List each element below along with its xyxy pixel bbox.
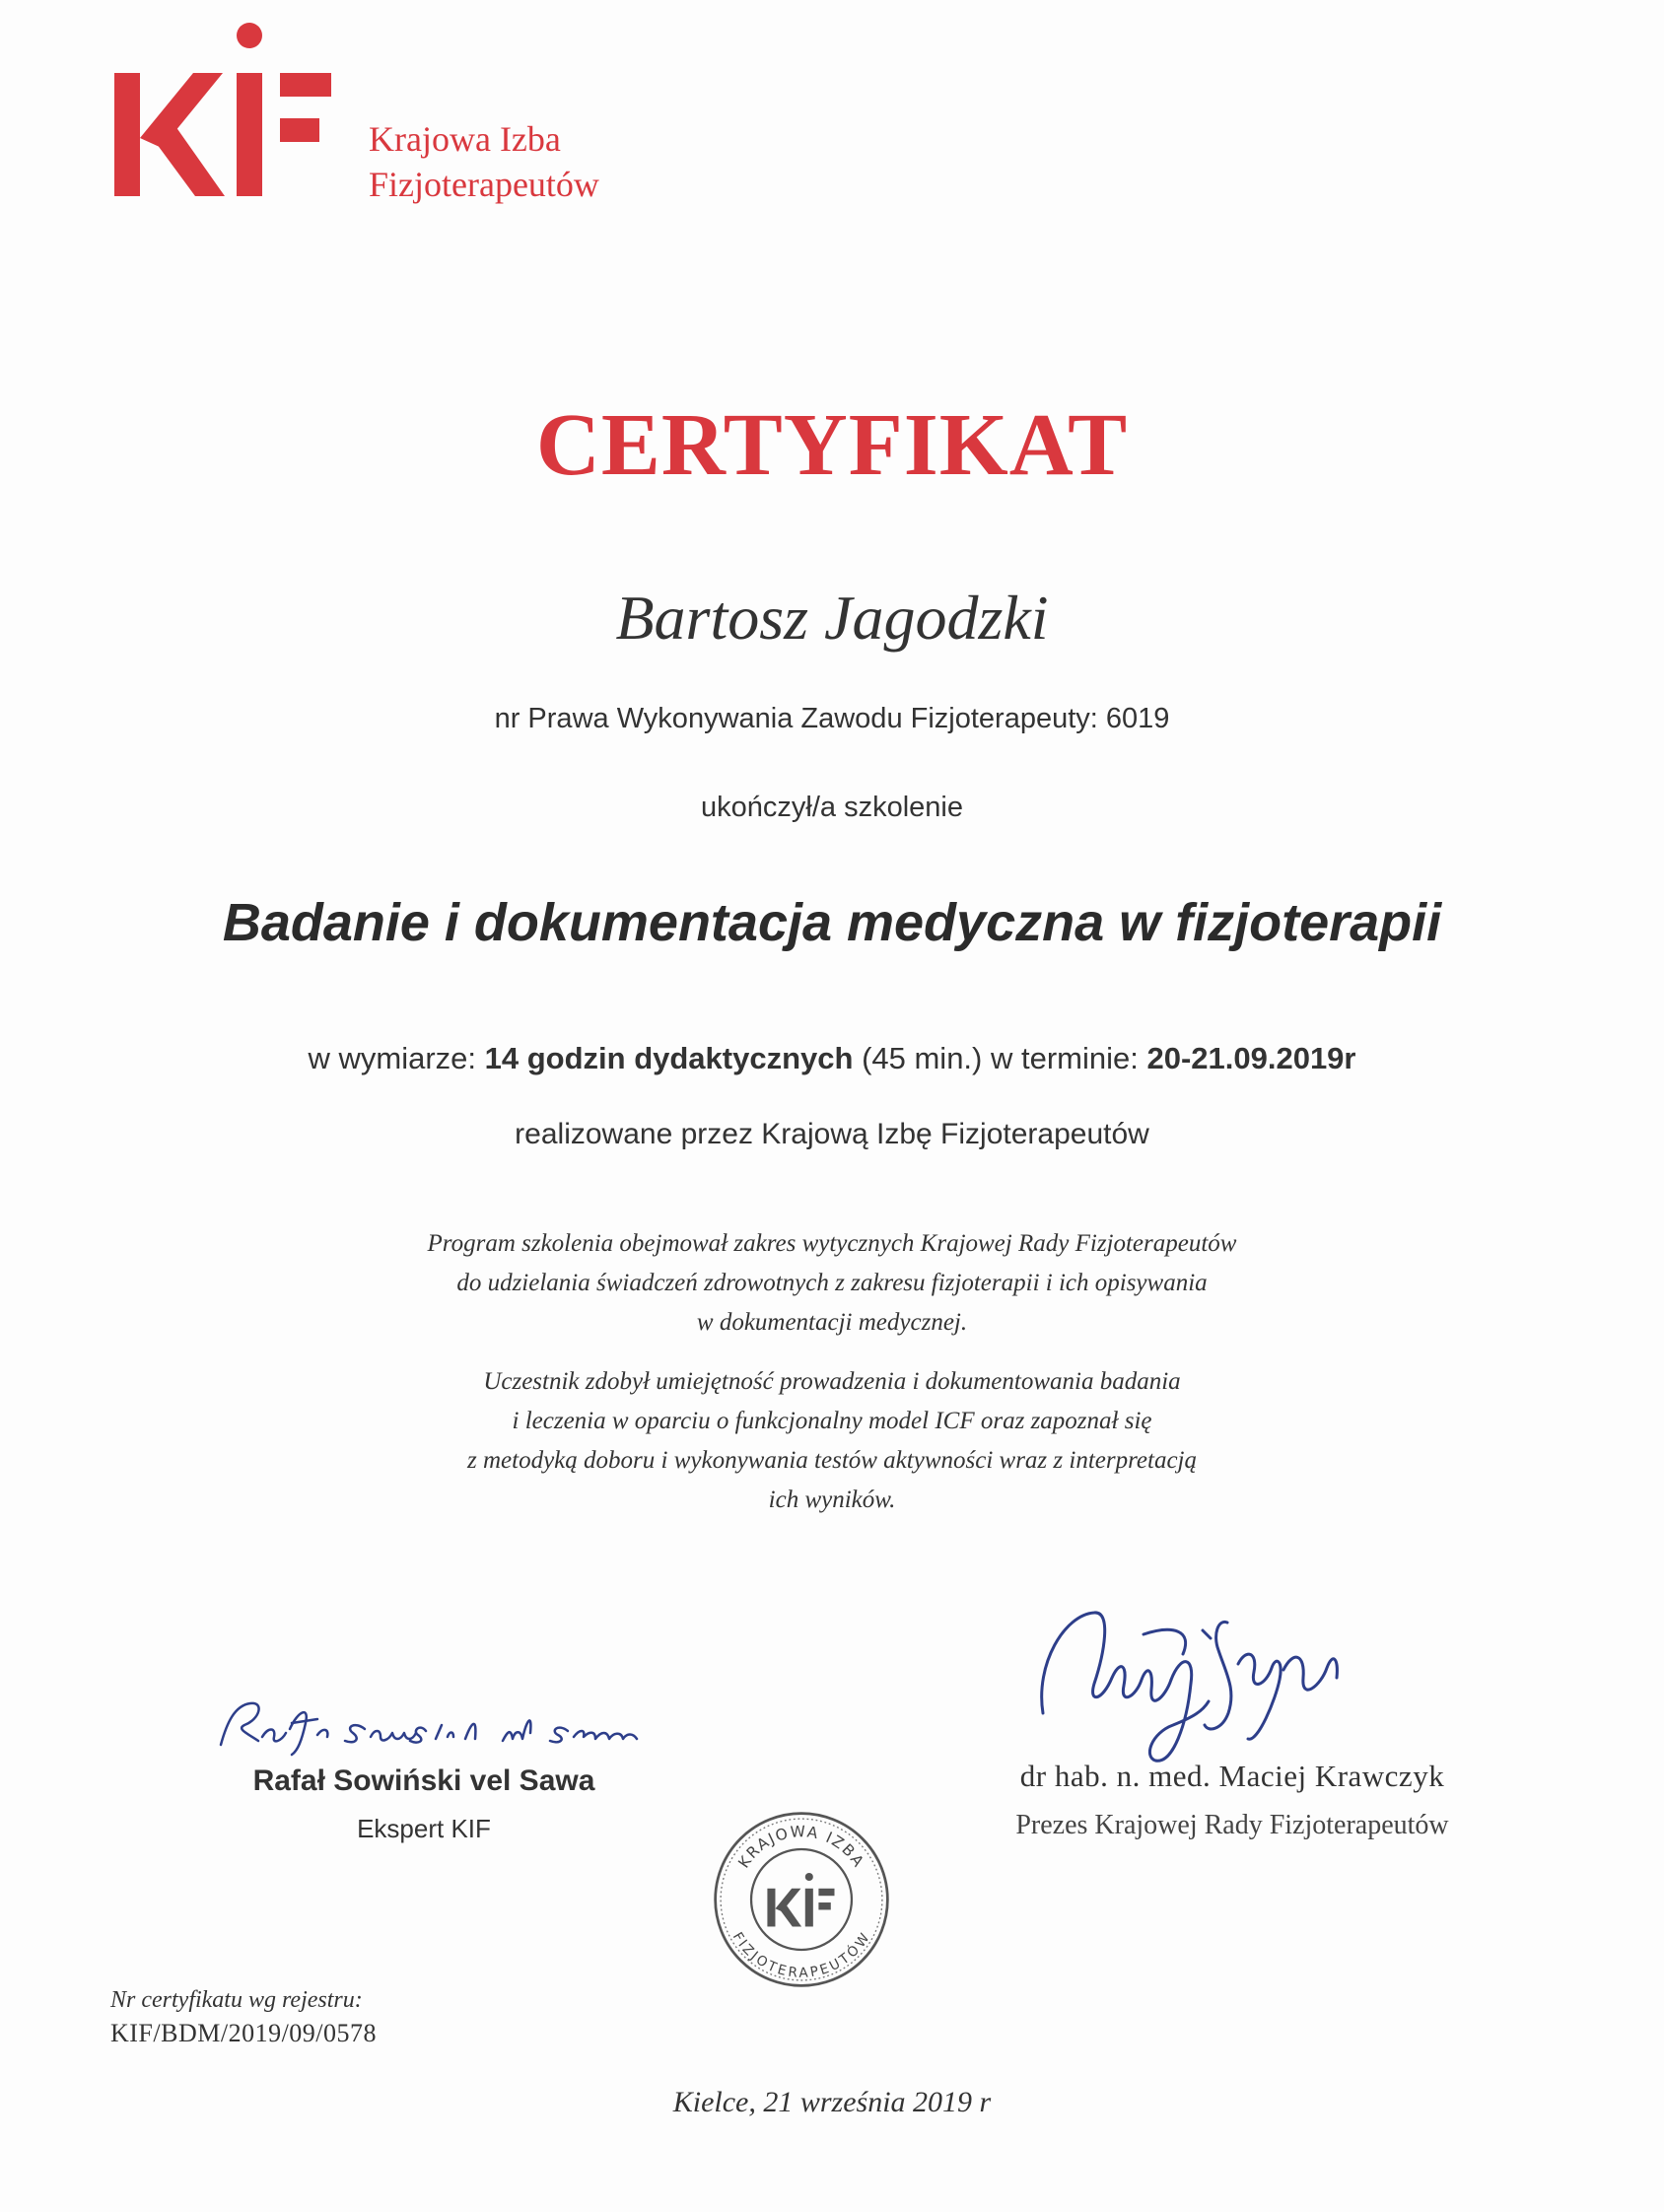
left-signature-icon xyxy=(207,1694,670,1763)
seal-bottom-text: FIZJOTERAPEUTÓW xyxy=(728,1929,874,1981)
skills-line: z metodyką doboru i wykonywania testów aktywności wraz z interpretacją xyxy=(467,1447,1197,1474)
place-date: Kielce, 21 września 2019 r xyxy=(672,2086,992,2118)
skills-line: i leczenia w oparciu o funkcjonalny model ICF oraz zapoznał się xyxy=(512,1408,1152,1434)
organizer-line: realizowane przez Krajową Izbę Fizjoterapeutów xyxy=(515,1118,1149,1150)
registry-number: KIF/BDM/2019/09/0578 xyxy=(110,2019,378,2047)
scope-dates: 20-21.09.2019r xyxy=(1146,1041,1356,1075)
scope-hours: 14 godzin dydaktycznych xyxy=(484,1041,854,1075)
svg-text:KRAJOWA IZBA xyxy=(734,1823,867,1871)
svg-text:FIZJOTERAPEUTÓW xyxy=(729,1930,873,1981)
right-signatory-role: Prezes Krajowej Rady Fizjoterapeutów xyxy=(1015,1810,1449,1840)
course-scope-line xyxy=(0,1041,1664,1076)
course-title: Badanie i dokumentacja medyczna w fizjoterapii xyxy=(222,893,1442,952)
scope-duration: (45 min.) w terminie: xyxy=(853,1041,1147,1075)
program-line: do udzielania świadczeń zdrowotnych z zakresu fizjoterapii i ich opisywania xyxy=(456,1270,1208,1296)
skills-paragraph xyxy=(339,1362,1325,1520)
program-paragraph xyxy=(339,1224,1325,1343)
registry-label: Nr certyfikatu wg rejestru: xyxy=(110,1987,363,2013)
recipient-name: Bartosz Jagodzki xyxy=(615,583,1049,653)
skills-line: Uczestnik zdobył umiejętność prowadzenia i dokumentowania badania xyxy=(483,1368,1181,1395)
left-signatory-role: Ekspert KIF xyxy=(357,1814,491,1843)
completed-text: ukończył/a szkolenie xyxy=(701,792,963,823)
right-signature-icon xyxy=(1025,1595,1410,1772)
skills-line: ich wyników. xyxy=(768,1486,896,1513)
kif-logo-icon xyxy=(114,22,341,199)
kif-seal-icon xyxy=(712,1810,891,1989)
organization-name xyxy=(369,116,599,207)
license-number-line: nr Prawa Wykonywania Zawodu Fizjoterapeuty: 6019 xyxy=(494,703,1170,734)
certificate-title: CERTYFIKAT xyxy=(535,396,1129,494)
program-line: Program szkolenia obejmował zakres wytycznych Krajowej Rady Fizjoterapeutów xyxy=(427,1230,1237,1257)
organization-name-line1: Krajowa Izba xyxy=(369,119,561,159)
program-line: w dokumentacji medycznej. xyxy=(696,1309,968,1336)
seal-top-text: KRAJOWA IZBA xyxy=(734,1823,868,1872)
right-signatory-name: dr hab. n. med. Maciej Krawczyk xyxy=(1019,1759,1445,1793)
right-signatory xyxy=(946,1759,1518,1841)
left-signatory-name: Rafał Sowiński vel Sawa xyxy=(252,1764,595,1797)
scope-prefix: w wymiarze: xyxy=(308,1041,485,1075)
left-signatory xyxy=(197,1764,651,1844)
organization-name-line2: Fizjoterapeutów xyxy=(369,165,599,204)
